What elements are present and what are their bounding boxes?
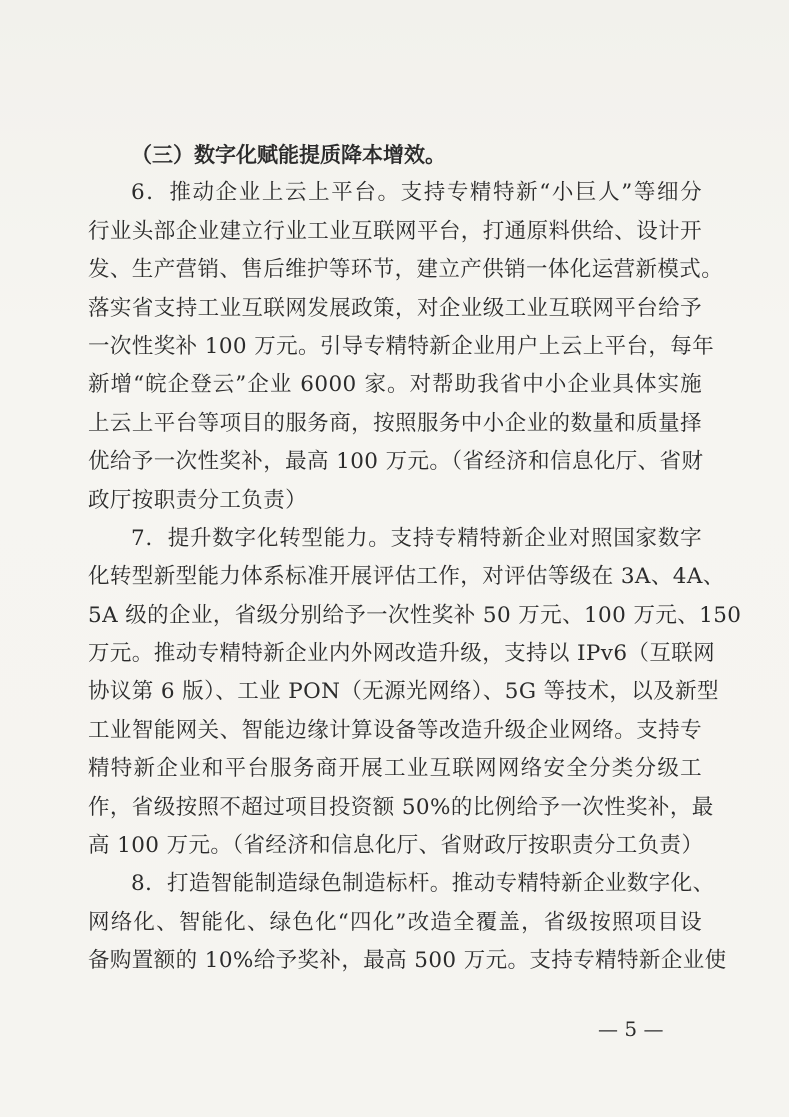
paragraph-6 xyxy=(88,174,724,520)
document-body xyxy=(88,136,742,981)
paragraph-8 xyxy=(88,865,727,980)
paragraph-line: 高 100 万元。（省经济和信息化厅、省财政厅按职责分工负责） xyxy=(88,833,704,859)
paragraph-line: 发、生产营销、售后维护等环节，建立产供销一体化运营新模式。 xyxy=(88,257,724,283)
section-heading: （三）数字化赋能提质降本增效。 xyxy=(131,143,446,167)
paragraph-line: 优给予一次性奖补，最高 100 万元。（省经济和信息化厅、省财 xyxy=(88,449,704,475)
paragraph-line: 万元。推动专精特新企业内外网改造升级，支持以 IPv6（互联网 xyxy=(88,641,716,667)
paragraph-line: 备购置额的 10%给予奖补，最高 500 万元。支持专精特新企业使 xyxy=(88,948,727,974)
paragraph-line: 一次性奖补 100 万元。引导专精特新企业用户上云上平台，每年 xyxy=(88,333,715,359)
paragraph-line: 行业头部企业建立行业工业互联网平台，打通原料供给、设计开 xyxy=(88,218,702,244)
paragraph-line: 落实省支持工业互联网发展政策，对企业级工业互联网平台给予 xyxy=(88,295,702,321)
paragraph-line: 8．打造智能制造绿色制造标杆。推动专精特新企业数字化、 xyxy=(131,871,715,897)
paragraph-line: 精特新企业和平台服务商开展工业互联网网络安全分类分级工 xyxy=(88,756,702,782)
paragraph-7 xyxy=(88,520,742,866)
page-number: — 5 — xyxy=(598,1017,664,1041)
paragraph-line: 作，省级按照不超过项目投资额 50%的比例给予一次性奖补，最 xyxy=(88,794,714,820)
paragraph-line: 5A 级的企业，省级分别给予一次性奖补 50 万元、100 万元、150 xyxy=(88,602,742,628)
paragraph-line: 协议第 6 版）、工业 PON（无源光网络）、5G 等技术，以及新型 xyxy=(88,679,719,705)
paragraph-line: 7．提升数字化转型能力。支持专精特新企业对照国家数字 xyxy=(131,525,702,551)
paragraph-line: 6．推动企业上云上平台。支持专精特新“小巨人”等细分 xyxy=(131,180,702,206)
paragraph-line: 上云上平台等项目的服务商，按照服务中小企业的数量和质量择 xyxy=(88,410,702,436)
paragraph-line: 工业智能网关、智能边缘计算设备等改造升级企业网络。支持专 xyxy=(88,717,702,743)
paragraph-line: 政厅按职责分工负责） xyxy=(88,487,308,513)
paragraph-line: 新增“皖企登云”企业 6000 家。对帮助我省中小企业具体实施 xyxy=(88,372,702,398)
paragraph-line: 化转型新型能力体系标准开展评估工作，对评估等级在 3A、4A、 xyxy=(88,564,725,590)
paragraph-line: 网络化、智能化、绿色化“四化”改造全覆盖，省级按照项目设 xyxy=(88,909,702,935)
